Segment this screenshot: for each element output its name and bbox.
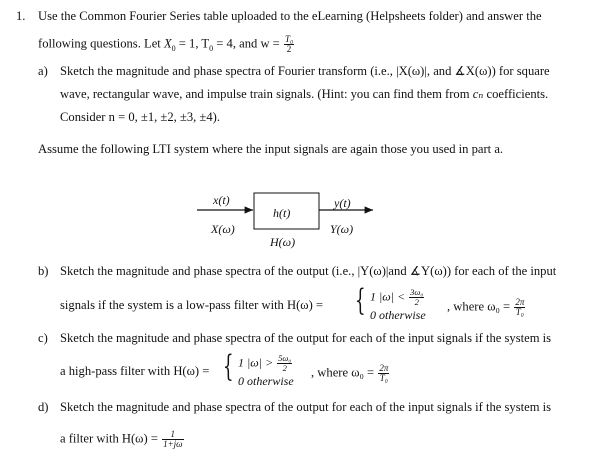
intro-line-1: Use the Common Fourier Series table uploaded to the eLearning (Helpsheets folder) and answer the [38,9,542,23]
part-a-line-1: Sketch the magnitude and phase spectra of Fourier transform (i.e., |X(ω)|, and ∡X(ω)) for square [60,64,550,78]
part-b-line-1: Sketch the magnitude and phase spectra of the output (i.e., |Y(ω)|and ∡Y(ω)) for each of the input [60,264,557,278]
part-b-label: b) [38,264,49,278]
input-time-label: x(t) [213,193,230,207]
intro-w: = 4, and w = [216,36,280,51]
box-freq-label: H(ω) [270,235,296,249]
part-c-brace: { [223,349,234,384]
part-b-case-2: 0 otherwise [370,308,426,322]
part-c-case-2: 0 otherwise [238,374,294,388]
intro-x0: X [163,36,172,51]
intro-line-2-text: following questions. Let [38,36,161,51]
part-b-case-1: 1 |ω| < $\frac{\text{3ω₀}}{2}$ [370,287,424,307]
question-number: 1. [16,9,26,23]
part-c-where: , where ω₀ = $\frac{2\pi}{\text{T₀}}$ [311,363,389,383]
output-time-label: y(t) [334,196,351,210]
part-a-line-3: Consider n = 0, ±1, ±2, ±3, ±4). [60,110,220,124]
part-d-line-2: a filter with H(ω) = $\frac{1}{1+j\omega}$ [60,429,183,449]
part-a-label: a) [38,64,48,78]
input-freq-label: X(ω) [211,222,235,236]
part-c-label: c) [38,331,48,345]
part-d-line-1: Sketch the magnitude and phase spectra of the output for each of the input signals if the system is [60,400,552,414]
part-b-brace: { [355,283,366,318]
part-c-line-2: a high-pass filter with H(ω) = [60,364,210,378]
part-c-line-1: Sketch the magnitude and phase spectra of the output for each of the input signals if the system is [60,331,552,345]
output-freq-label: Y(ω) [330,222,354,236]
t0-over-2-fraction: $\frac{\text{T₀}}{2}$ [284,34,294,54]
intro-line-2: following questions. Let $X_0 = 1$, $T_0 = 4$, and w = $\frac{\text{T₀}}{2}$ [38,34,294,54]
part-b-line-2: signals if the system is a low-pass filter with H(ω) = [60,298,324,312]
part-a-line-2: wave, rectangular wave, and impulse train signals. (Hint: you can find them from cₙ coefficients. [60,87,549,101]
intro-t0: = 1, T [178,36,210,51]
box-label: h(t) [273,206,291,220]
part-c-case-1: 1 |ω| > $\frac{\text{5ω₀}}{2}$ [238,353,292,373]
part-b-where: , where ω₀ = $\frac{2\pi}{\text{T₀}}$ [447,297,525,317]
assume-line: Assume the following LTI system where the input signals are again those you used in part a. [38,142,504,156]
part-d-label: d) [38,400,49,414]
